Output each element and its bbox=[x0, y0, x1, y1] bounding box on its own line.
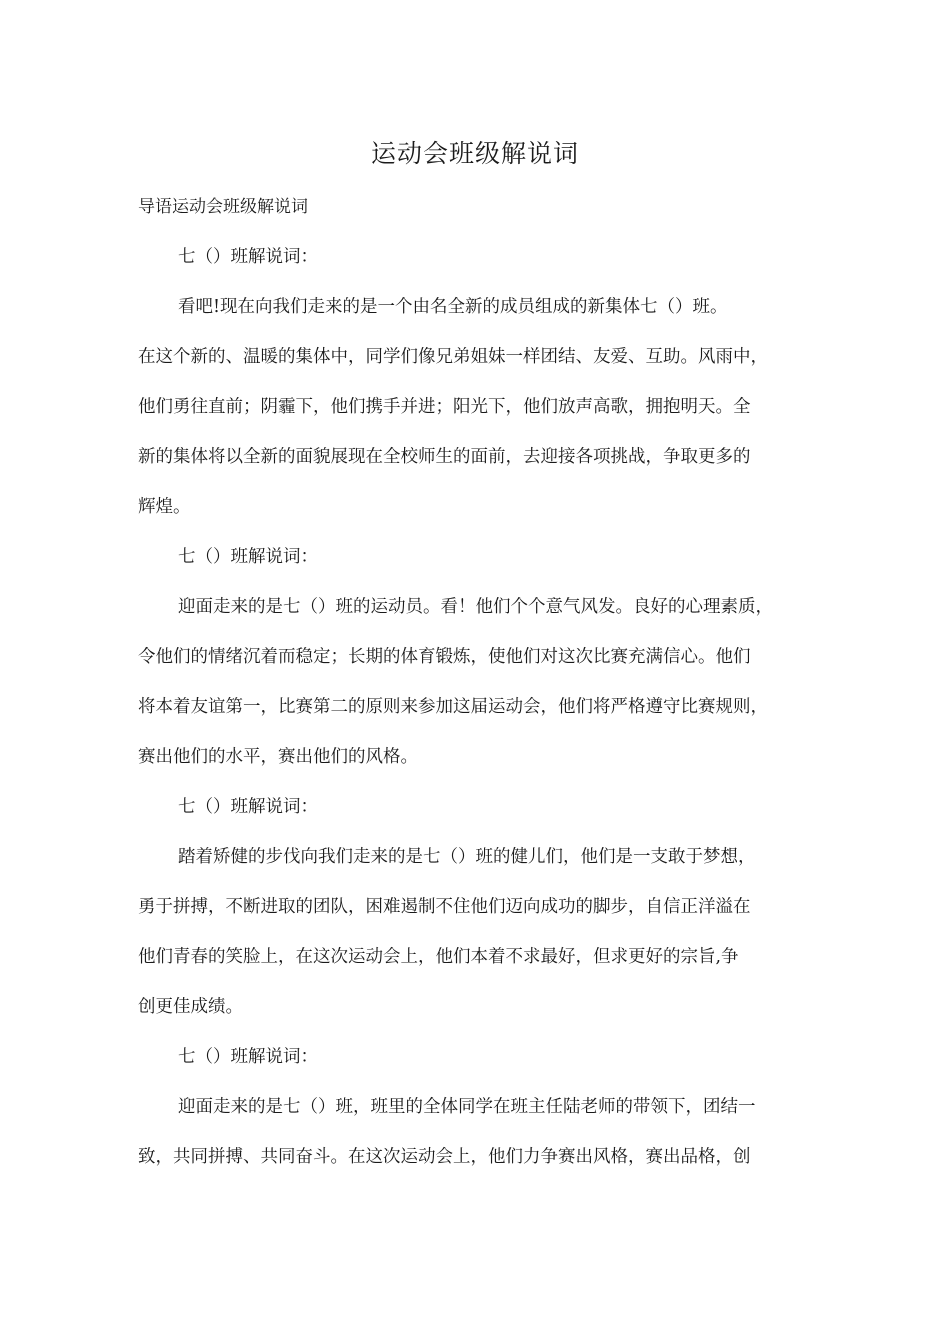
paragraph-line: 辉煌。 bbox=[138, 497, 191, 517]
section-heading: 七（）班解说词： bbox=[178, 247, 318, 267]
paragraph-line: 令他们的情绪沉着而稳定；长期的体育锻炼，使他们对这次比赛充满信心。他们 bbox=[138, 647, 751, 667]
paragraph-line: 在这个新的、温暖的集体中，同学们像兄弟姐妹一样团结、友爱、互助。风雨中， bbox=[138, 347, 768, 367]
section-1 bbox=[138, 241, 838, 541]
paragraph-line: 将本着友谊第一，比赛第二的原则来参加这届运动会，他们将严格遵守比赛规则， bbox=[138, 697, 768, 717]
paragraph-line: 赛出他们的水平，赛出他们的风格。 bbox=[138, 747, 418, 767]
section-3 bbox=[138, 791, 838, 1041]
section-2 bbox=[138, 541, 838, 791]
paragraph-line: 看吧!现在向我们走来的是一个由名全新的成员组成的新集体七（）班。 bbox=[178, 297, 728, 317]
paragraph-line: 他们勇往直前；阴霾下，他们携手并进；阳光下，他们放声高歌，拥抱明天。全 bbox=[138, 397, 751, 417]
document-title: 运动会班级解说词 bbox=[370, 139, 579, 168]
paragraph-line: 勇于拼搏，不断进取的团队，困难遏制不住他们迈向成功的脚步，自信正洋溢在 bbox=[138, 897, 751, 917]
paragraph-line: 他们青春的笑脸上，在这次运动会上，他们本着不求最好，但求更好的宗旨,争 bbox=[138, 947, 739, 967]
section-4 bbox=[138, 1041, 838, 1173]
document-body bbox=[138, 241, 838, 1173]
section-heading: 七（）班解说词： bbox=[178, 797, 318, 817]
paragraph-line: 迎面走来的是七（）班的运动员。看！他们个个意气风发。良好的心理素质， bbox=[178, 597, 773, 617]
paragraph-line: 迎面走来的是七（）班，班里的全体同学在班主任陆老师的带领下，团结一 bbox=[178, 1097, 756, 1117]
paragraph-line: 创更佳成绩。 bbox=[138, 997, 243, 1017]
section-heading: 七（）班解说词： bbox=[178, 1047, 318, 1067]
paragraph-line: 新的集体将以全新的面貌展现在全校师生的面前，去迎接各项挑战，争取更多的 bbox=[138, 447, 751, 467]
paragraph-line: 致，共同拼搏、共同奋斗。在这次运动会上，他们力争赛出风格，赛出品格，创 bbox=[138, 1147, 751, 1167]
section-heading: 七（）班解说词： bbox=[178, 547, 318, 567]
document-intro: 导语运动会班级解说词 bbox=[138, 197, 308, 217]
paragraph-line: 踏着矫健的步伐向我们走来的是七（）班的健儿们，他们是一支敢于梦想， bbox=[178, 847, 756, 867]
